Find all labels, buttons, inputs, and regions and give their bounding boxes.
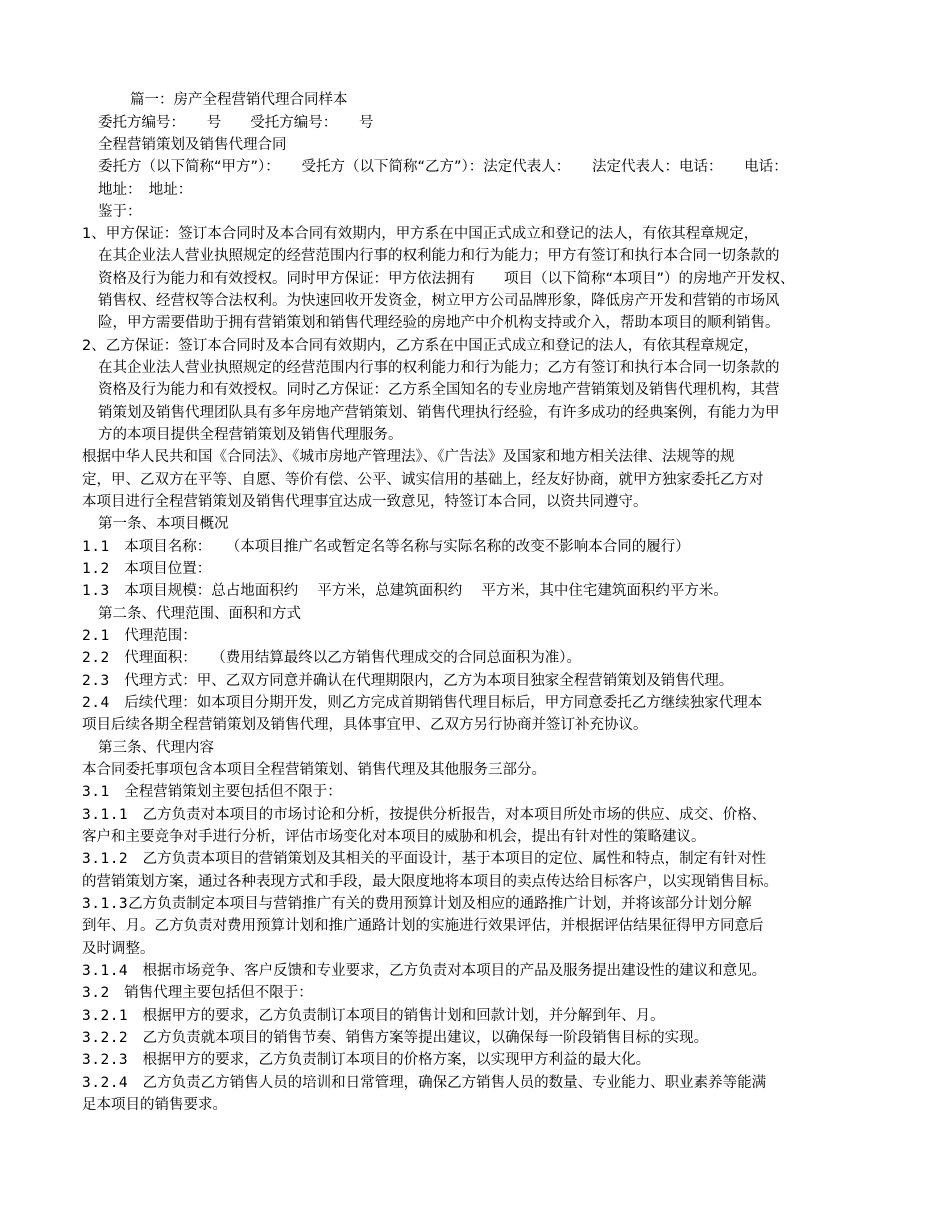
clause-3-1-2-cont: 的营销策划方案，通过各种表现方式和手段，最大限度地将本项目的卖点传达给目标客户，以实现销售目标。 — [82, 874, 778, 890]
party-a-warranty-line: 1、甲方保证：签订本合同时及本合同有效期内，甲方系在中国正式成立和登记的法人，有依其程章规定， — [82, 226, 759, 242]
party-b-warranty-line: 方的本项目提供全程营销策划及销售代理服务。 — [98, 427, 403, 443]
legal-basis-line: 定，甲、乙双方在平等、自愿、等价有偿、公平、诚实信用的基础上，经友好协商，就甲方独家委托乙方对 — [82, 472, 764, 488]
party-a-warranty-line: 在其企业法人营业执照规定的经营范围内行事的权利能力和行为能力；甲方有签订和执行本合同一切条款的 — [98, 248, 780, 264]
clause-3-1-1-cont: 客户和主要竞争对手进行分析，评估市场变化对本项目的威胁和机会，提出有针对性的策略建议。 — [82, 829, 706, 845]
party-a-warranty-line: 险，甲方需要借助于拥有营销策划和销售代理经验的房地产中介机构支持或介入，帮助本项目的顺利销售。 — [98, 315, 780, 331]
party-b-warranty-line: 销策划及销售代理团队具有多年房地产营销策划、销售代理执行经验，有许多成功的经典案例，有能力为甲 — [98, 405, 780, 421]
article-3-intro: 本合同委托事项包含本项目全程营销策划、销售代理及其他服务三部分。 — [82, 762, 546, 778]
party-b-warranty-line: 在其企业法人营业执照规定的经营范围内行事的权利能力和行为能力；乙方有签订和执行本合同一切条款的 — [98, 360, 780, 376]
clause-2-4: 2.4 后续代理：如本项目分期开发，则乙方完成首期销售代理目标后，甲方同意委托乙方继续独家代理本 — [82, 695, 763, 711]
article-3-heading: 第三条、代理内容 — [98, 740, 214, 756]
clause-3-1-3: 3.1.3乙方负责制定本项目与营销推广有关的费用预算计划及相应的通路推广计划，并将该部分计划分解 — [82, 896, 752, 912]
clause-3-2-4-cont: 足本项目的销售要求。 — [82, 1097, 227, 1113]
clause-2-1: 2.1 代理范围： — [82, 628, 197, 644]
clause-3-2-4: 3.2.4 乙方负责乙方销售人员的培训和日常管理，确保乙方销售人员的数量、专业能力、职业素养等能满 — [82, 1075, 767, 1091]
clause-2-3: 2.3 代理方式：甲、乙双方同意并确认在代理期限内，乙方为本项目独家全程营销策划及销售代理。 — [82, 673, 734, 689]
contract-name: 全程营销策划及销售代理合同 — [98, 137, 287, 153]
party-b-warranty-line: 资格及行为能力和有效授权。同时乙方保证：乙方系全国知名的专业房地产营销策划及销售代理机构，其营 — [98, 382, 780, 398]
legal-basis-line: 本项目进行全程营销策划及销售代理事宜达成一致意见，特签订本合同，以资共同遵守。 — [82, 494, 648, 510]
clause-3-1-3-cont: 到年、月。乙方负责对费用预算计划和推广通路计划的实施进行效果评估，并根据评估结果征得甲方同意后 — [82, 918, 764, 934]
clause-3-1-3-cont: 及时调整。 — [82, 941, 155, 957]
clause-3-2-2: 3.2.2 乙方负责就本项目的销售节奏、销售方案等提出建议，以确保每一阶段销售目标的实现。 — [82, 1030, 709, 1046]
clause-3-1-1: 3.1.1 乙方负责对本项目的市场讨论和分析，按提供分析报告，对本项目所处市场的供应、成交、价格、 — [82, 807, 767, 823]
clause-3-2-1: 3.2.1 根据甲方的要求，乙方负责制订本项目的销售计划和回款计划，并分解到年、月。 — [82, 1008, 665, 1024]
document-title: 篇一：房产全程营销代理合同样本 — [130, 92, 348, 108]
clause-1-3: 1.3 本项目规模：总占地面积约 平方米，总建筑面积约 平方米，其中住宅建筑面积约平方米。 — [82, 583, 728, 599]
clause-3-1: 3.1 全程营销策划主要包括但不限于： — [82, 784, 342, 800]
clause-1-2: 1.2 本项目位置： — [82, 561, 212, 577]
party-numbers: 委托方编号： 号 受托方编号： 号 — [98, 115, 374, 131]
article-1-heading: 第一条、本项目概况 — [98, 516, 229, 532]
legal-basis-line: 根据中华人民共和国《合同法》、《城市房地产管理法》、《广告法》及国家和地方相关法律、法规等的规 — [82, 449, 735, 465]
party-a-warranty-line: 销售权、经营权等合法权利。为快速回收开发资金，树立甲方公司品牌形象，降低房产开发和营销的市场风 — [98, 293, 780, 309]
clause-3-1-4: 3.1.4 根据市场竞争、客户反馈和专业要求，乙方负责对本项目的产品及服务提出建设性的建议和意见。 — [82, 963, 767, 979]
clause-2-2: 2.2 代理面积： （费用结算最终以乙方销售代理成交的合同总面积为准）。 — [82, 650, 581, 666]
parties-line: 委托方（以下简称“甲方”）： 受托方（以下简称“乙方”）：法定代表人： 法定代表人：电话： 电话： — [98, 159, 788, 175]
clause-1-1: 1.1 本项目名称： （本项目推广名或暂定名等名称与实际名称的改变不影响本合同的履行） — [82, 539, 690, 555]
article-2-heading: 第二条、代理范围、面积和方式 — [98, 606, 301, 622]
clause-3-2-3: 3.2.3 根据甲方的要求，乙方负责制订本项目的价格方案，以实现甲方利益的最大化。 — [82, 1052, 651, 1068]
whereas-heading: 鉴于： — [98, 204, 142, 220]
address-line: 地址： 地址： — [98, 182, 193, 198]
party-b-warranty-line: 2、乙方保证：签订本合同时及本合同有效期内，乙方系在中国正式成立和登记的法人，有依其程章规定， — [82, 338, 759, 354]
party-a-warranty-line: 资格及行为能力和有效授权。同时甲方保证：甲方依法拥有 项目（以下简称“本项目”）的房地产开发权、 — [98, 271, 795, 287]
clause-3-2: 3.2 销售代理主要包括但不限于： — [82, 985, 313, 1001]
clause-3-1-2: 3.1.2 乙方负责本项目的营销策划及其相关的平面设计，基于本项目的定位、属性和特点，制定有针对性 — [82, 851, 767, 867]
clause-2-4-cont: 项目后续各期全程营销策划及销售代理，具体事宜甲、乙双方另行协商并签订补充协议。 — [82, 717, 648, 733]
